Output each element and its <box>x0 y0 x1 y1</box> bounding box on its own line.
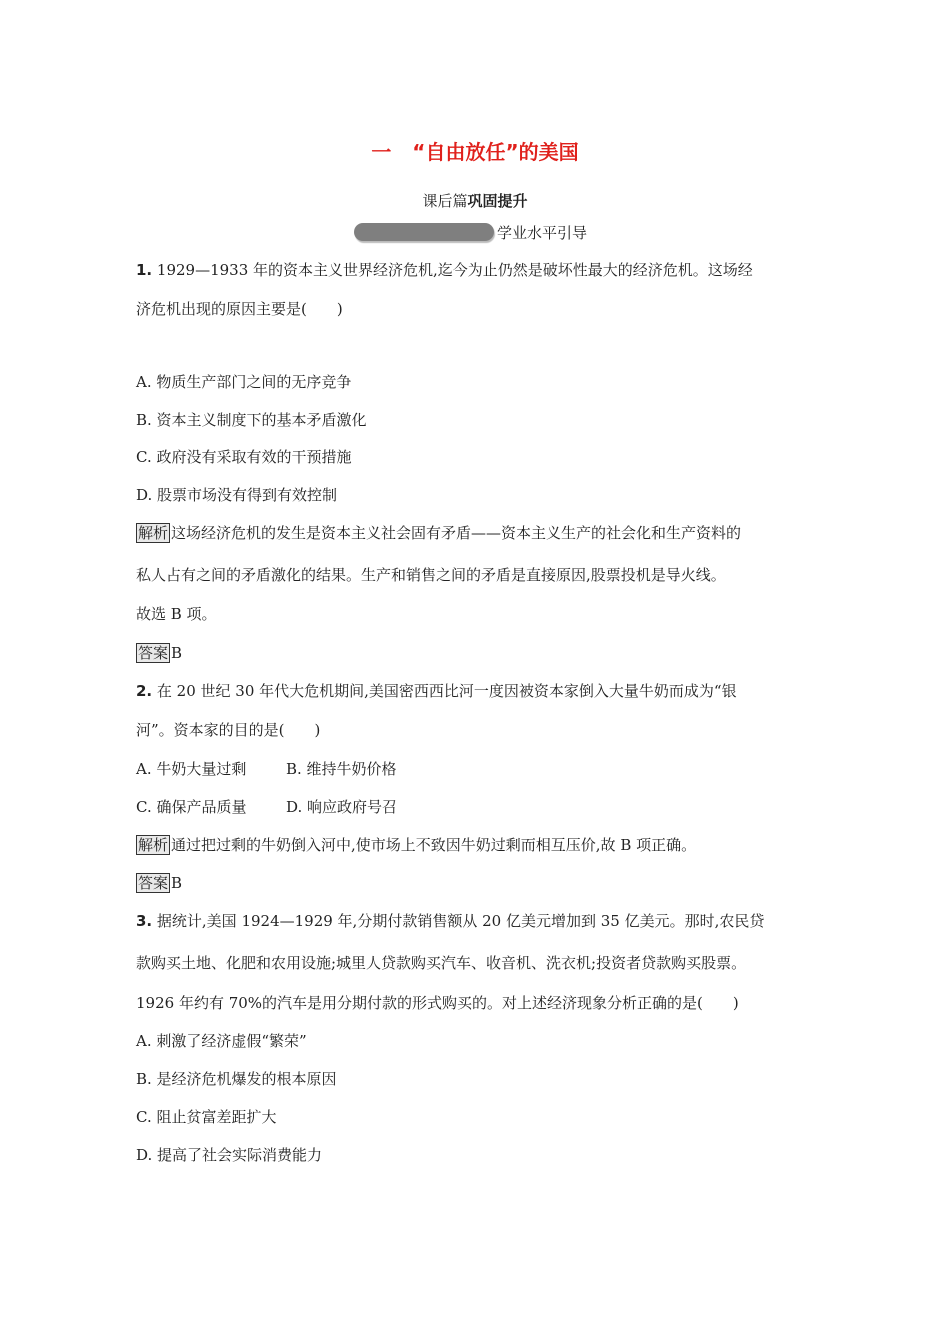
q1-stem-line-2: 济危机出现的原因主要是( ) <box>136 300 343 318</box>
q2-answer-line <box>136 873 182 893</box>
q1-analysis-tag: 解析 <box>138 524 169 542</box>
subtitle-bold: 巩固提升 <box>467 192 528 210</box>
q1-analysis-line-2: 私人占有之间的矛盾激化的结果。生产和销售之间的矛盾是直接原因,股票投机是导火线。 <box>136 566 726 584</box>
q1-stem-line-1 <box>136 260 753 280</box>
q2-stem-line-1 <box>136 681 737 701</box>
q1-analysis-1: 这场经济危机的发生是资本主义社会固有矛盾——资本主义生产的社会化和生产资料的 <box>171 524 742 542</box>
q1-answer-tag: 答案 <box>138 644 169 662</box>
q2-analysis-1: 通过把过剩的牛奶倒入河中,使市场上不致因牛奶过剩而相互压价,故 B 项正确。 <box>171 836 697 854</box>
q2-option-d: D. 响应政府号召 <box>286 798 398 816</box>
q2-analysis-line-1 <box>136 835 696 855</box>
section-subtitle <box>0 190 950 211</box>
q2-answer: B <box>171 874 183 892</box>
page-title: 一 “自由放任”的美国 <box>371 140 579 164</box>
q1-answer-line <box>136 643 182 663</box>
q2-options-row-1 <box>136 759 397 779</box>
q1-answer: B <box>171 644 183 662</box>
q2-stem-line-2: 河”。资本家的目的是( ) <box>136 721 321 739</box>
q1-analysis-line-3: 故选 B 项。 <box>136 605 217 623</box>
q2-number: 2. <box>136 682 153 700</box>
q3-number: 3. <box>136 912 153 930</box>
q3-option-c: C. 阻止贫富差距扩大 <box>136 1108 277 1126</box>
q3-stem-line-3: 1926 年约有 70%的汽车是用分期付款的形式购买的。对上述经济现象分析正确的是( ) <box>136 994 739 1012</box>
q3-option-d: D. 提高了社会实际消费能力 <box>136 1146 323 1164</box>
q1-option-b: B. 资本主义制度下的基本矛盾激化 <box>136 411 367 429</box>
level-label: 学业水平引导 <box>497 223 588 242</box>
q1-option-a: A. 物质生产部门之间的无序竞争 <box>136 373 352 391</box>
level-banner <box>354 221 587 243</box>
q2-option-a: A. 牛奶大量过剩 <box>136 760 247 778</box>
q1-stem-1: 1929—1933 年的资本主义世界经济危机,迄今为止仍然是破坏性最大的经济危机。这场经 <box>152 261 753 279</box>
q3-stem-line-2: 款购买土地、化肥和农用设施;城里人贷款购买汽车、收音机、洗衣机;投资者贷款购买股票。 <box>136 954 747 972</box>
q1-option-c: C. 政府没有采取有效的干预措施 <box>136 448 352 466</box>
q2-stem-1: 在 20 世纪 30 年代大危机期间,美国密西西比河一度因被资本家倒入大量牛奶而成为“银 <box>152 682 737 700</box>
level-bar-graphic <box>354 223 494 241</box>
q3-stem-1: 据统计,美国 1924—1929 年,分期付款销售额从 20 亿美元增加到 35 亿美元。那时,农民贷 <box>152 912 765 930</box>
q3-stem-line-1 <box>136 911 764 931</box>
q1-analysis-line-1 <box>136 523 741 543</box>
q2-analysis-tag: 解析 <box>138 836 169 854</box>
q3-option-a: A. 刺激了经济虚假“繁荣” <box>136 1032 307 1050</box>
q2-option-c: C. 确保产品质量 <box>136 798 247 816</box>
q1-number: 1. <box>136 261 153 279</box>
subtitle-prefix: 课后篇 <box>422 192 468 210</box>
q3-option-b: B. 是经济危机爆发的根本原因 <box>136 1070 337 1088</box>
q2-answer-tag: 答案 <box>138 874 169 892</box>
q2-options-row-2 <box>136 797 397 817</box>
q1-option-d: D. 股票市场没有得到有效控制 <box>136 486 338 504</box>
q2-option-b: B. 维持牛奶价格 <box>286 760 397 778</box>
